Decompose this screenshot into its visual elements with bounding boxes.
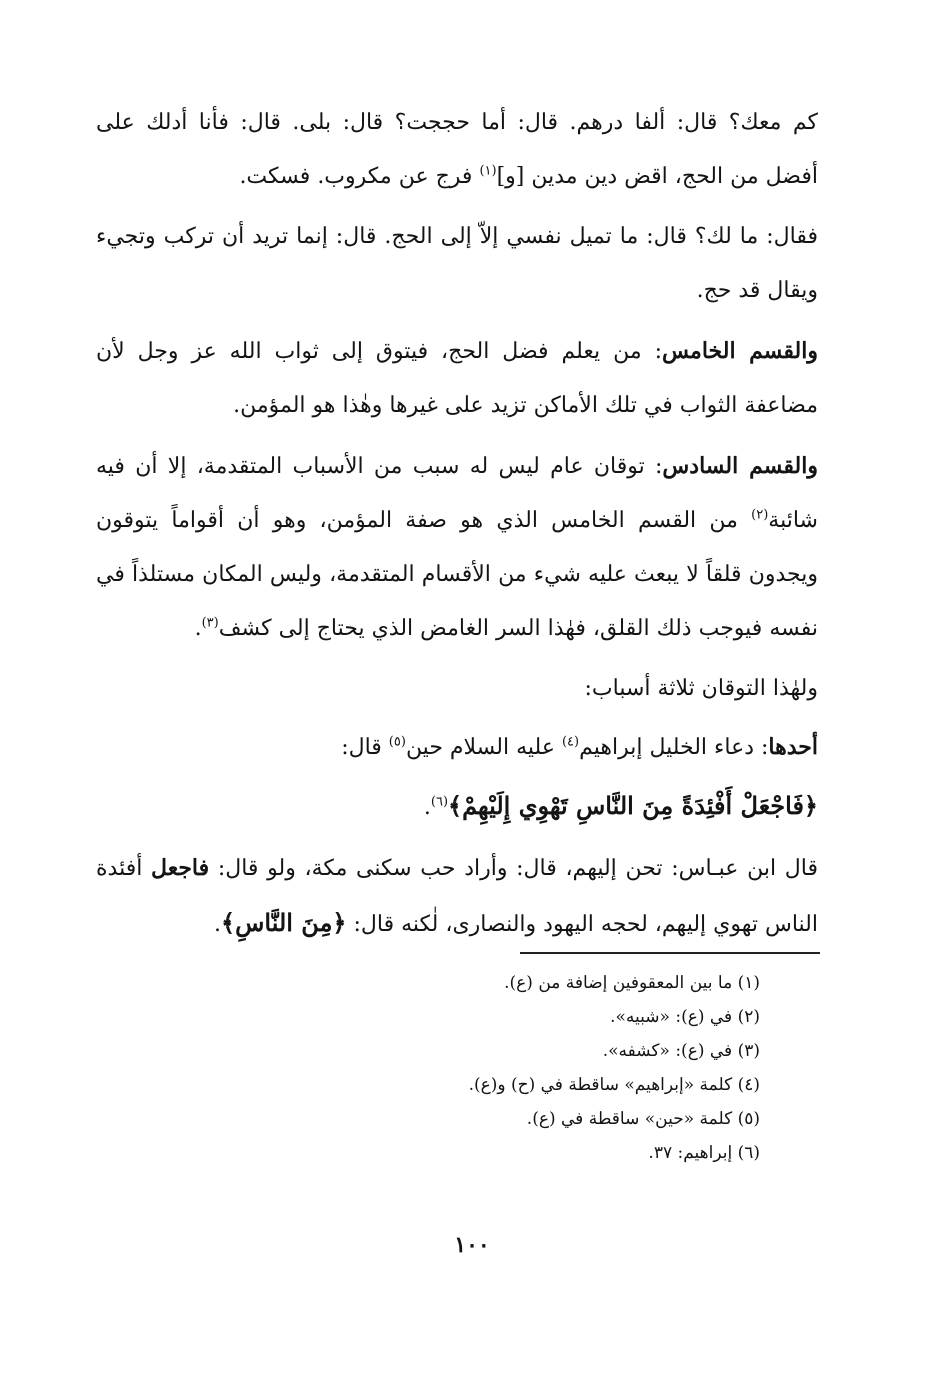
section-five-heading: والقسم الخامس <box>662 338 818 364</box>
paragraph-7-end: . <box>423 795 431 820</box>
paragraph-8-end: . <box>214 912 222 937</box>
quran-verse-short: ﴿مِنَ النَّاسِ﴾ <box>221 908 347 937</box>
footnote-separator <box>520 952 820 954</box>
paragraph-6 <box>96 720 818 775</box>
footnotes <box>300 966 760 1170</box>
quran-verse: ﴿فَاجْعَلْ أَفْئِدَةً مِنَ النَّاسِ تَهْوِي إِلَيْهِمْ﴾ <box>448 791 818 820</box>
main-text <box>96 96 818 956</box>
footnote-ref-6: (٦) <box>430 794 449 810</box>
footnote-ref-1: (١) <box>479 163 497 179</box>
paragraph-1 <box>96 96 818 204</box>
footnote-1: (١) ما بين المعقوفين إضافة من (ع). <box>504 973 760 993</box>
paragraph-4-end: . <box>194 616 202 641</box>
paragraph-7 <box>96 779 818 835</box>
paragraph-1-after: فرج عن مكروب. فسكت. <box>239 164 480 189</box>
footnote-5: (٥) كلمة «حين» ساقطة في (ع). <box>526 1109 760 1129</box>
paragraph-2-text: فقال: ما لك؟ قال: ما تميل نفسي إلاّ إلى الحج. قال: إنما تريد أن تركب وتجيء ويقال قد حج. <box>96 224 818 303</box>
paragraph-6-text-2: عليه السلام حين <box>405 735 562 760</box>
footnote-2: (٢) في (ع): «شبيه». <box>610 1007 760 1027</box>
paragraph-3 <box>96 324 818 433</box>
footnote-ref-2: (٢) <box>751 507 769 523</box>
paragraph-6-text-3: قال: <box>341 735 389 760</box>
paragraph-5-text: ولهٰذا التوقان ثلاثة أسباب: <box>584 676 818 701</box>
paragraph-8-text-2: أفئدة الناس تهوي إليهم، لحجه اليهود والنصارى، لٰكنه قال: <box>96 856 818 937</box>
paragraph-8 <box>96 841 818 952</box>
first-reason-heading: أحدها <box>768 734 818 760</box>
paragraph-4 <box>96 439 818 656</box>
footnote-ref-4: (٤) <box>561 734 580 750</box>
page-number: ١٠٠ <box>454 1232 490 1258</box>
paragraph-6-text-1: : دعاء الخليل إبراهيم <box>579 735 769 760</box>
paragraph-4-text-1: : توقان عام ليس له سبب من الأسباب المتقدمة، إلا أن فيه شائبة <box>96 454 818 533</box>
footnote-ref-5: (٥) <box>388 734 406 750</box>
paragraph-4-text-2: من القسم الخامس الذي هو صفة المؤمن، وهو أن أقواماً يتوقون ويجدون قلقاً لا يبعث عليه شيء من الأقسام المتقدمة، وليس المكان مستلذاً في نفسه فيوجب ذلك القلق، فهٰذا السر الغامض الذي يحتاج إلى كشف <box>96 508 818 641</box>
paragraph-8-text-1: قال ابن عبـاس: تحن إليهم، قال: وأراد حب سكنى مكة، ولو قال: <box>209 856 818 881</box>
paragraph-3-text: : من يعلم فضل الحج، فيتوق إلى ثواب الله عز وجل لأن مضاعفة الثواب في تلك الأماكن تزيد على غيرها وهٰذا هو المؤمن. <box>96 339 818 418</box>
paragraph-8-bold-word: فاجعل <box>151 855 210 881</box>
footnote-3: (٣) في (ع): «كشفه». <box>602 1041 760 1061</box>
footnote-ref-3: (٣) <box>201 615 219 631</box>
footnote-4: (٤) كلمة «إبراهيم» ساقطة في (ح) و(ع). <box>468 1075 760 1095</box>
paragraph-2 <box>96 210 818 318</box>
paragraph-1-text: كم معك؟ قال: ألفا درهم. قال: أما حججت؟ قال: بلى. قال: فأنا أدلك على أفضل من الحج، اقض دين مدين [و] <box>96 110 818 189</box>
paragraph-5 <box>96 662 818 716</box>
footnote-6: (٦) إبراهيم: ٣٧. <box>648 1143 760 1163</box>
section-six-heading: والقسم السادس <box>662 453 818 479</box>
